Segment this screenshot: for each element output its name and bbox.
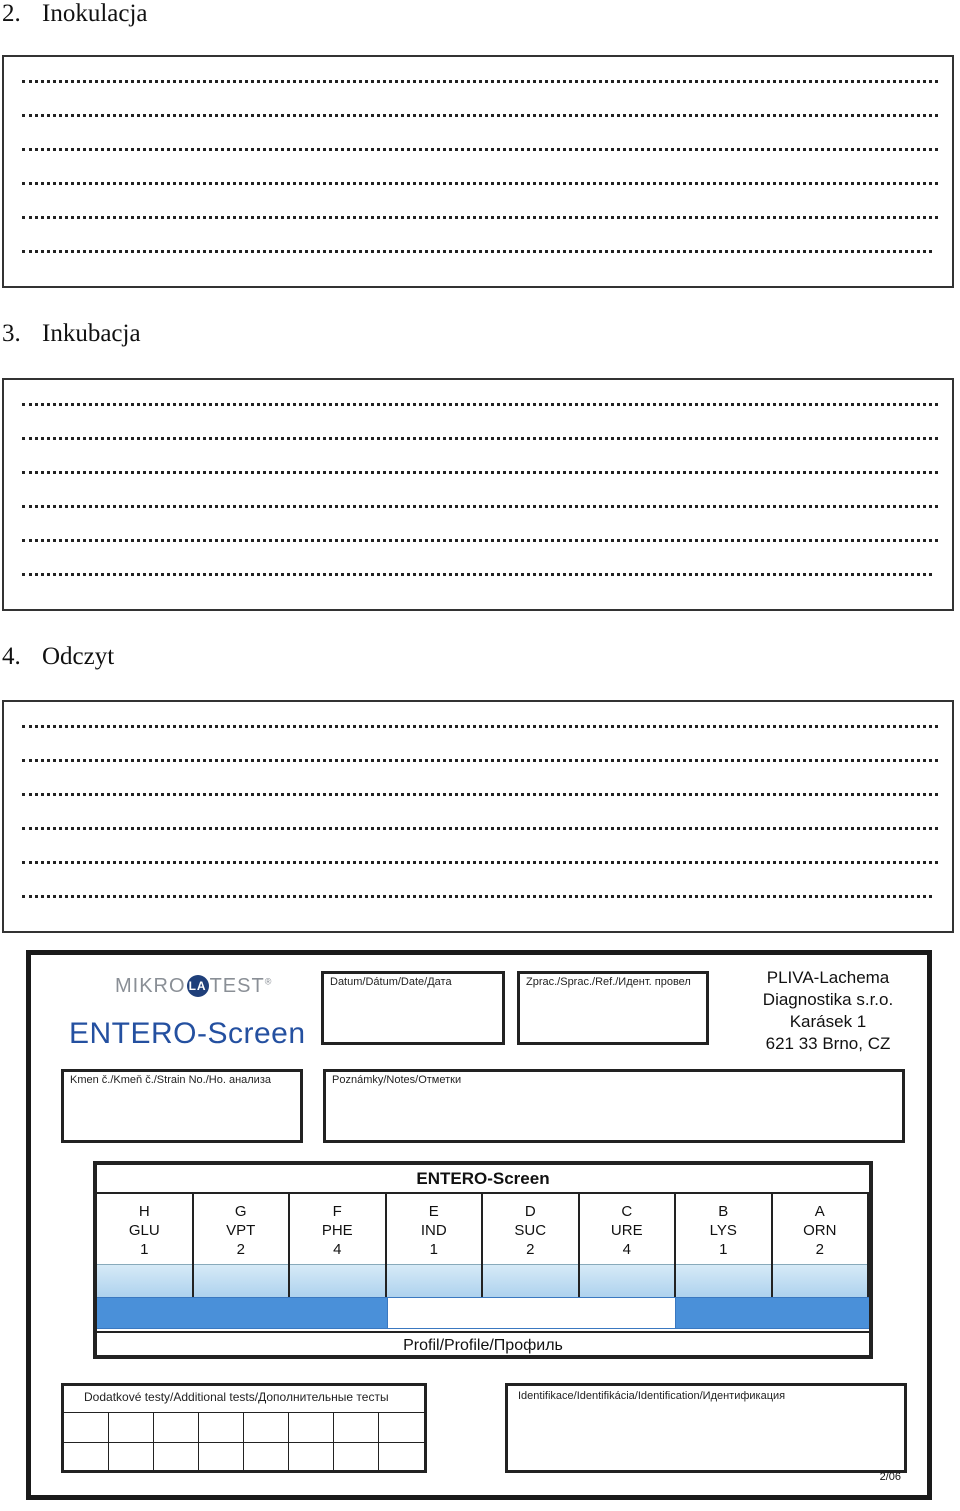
additional-test-cell[interactable] bbox=[154, 1442, 199, 1472]
test-column: G VPT 2 bbox=[194, 1194, 291, 1308]
dotted-line bbox=[22, 861, 938, 864]
entero-screen-card bbox=[26, 950, 932, 1500]
additional-tests-table: Dodatkové testy/Additional tests/Дополнительные тесты bbox=[61, 1383, 427, 1473]
date-field[interactable]: Datum/Dátum/Date/Дата bbox=[321, 971, 505, 1045]
notes-box-inokulacja[interactable] bbox=[2, 55, 954, 288]
additional-test-cell[interactable] bbox=[64, 1442, 109, 1472]
result-cell[interactable] bbox=[773, 1264, 868, 1297]
additional-test-cell[interactable] bbox=[199, 1442, 244, 1472]
form-version: 2/06 bbox=[879, 1471, 901, 1483]
section-title-inokulacja: 2. Inokulacja bbox=[2, 0, 148, 27]
test-column: F PHE 4 bbox=[290, 1194, 387, 1308]
dotted-line bbox=[22, 725, 938, 728]
profile-divider bbox=[97, 1331, 869, 1333]
test-column: B LYS 1 bbox=[676, 1194, 773, 1308]
result-cell[interactable] bbox=[676, 1264, 771, 1297]
section-title-odczyt: 4. Odczyt bbox=[2, 643, 115, 670]
result-cell[interactable] bbox=[580, 1264, 675, 1297]
additional-test-cell[interactable] bbox=[334, 1442, 379, 1472]
dotted-line bbox=[22, 114, 938, 117]
additional-test-cell[interactable] bbox=[109, 1442, 154, 1472]
identification-field[interactable]: Identifikace/Identifikácia/Identification/Идентификация bbox=[505, 1383, 907, 1473]
test-column: D SUC 2 bbox=[483, 1194, 580, 1308]
test-column: C URE 4 bbox=[580, 1194, 677, 1308]
additional-test-cell[interactable] bbox=[199, 1412, 244, 1442]
profile-cell-ba[interactable] bbox=[676, 1297, 869, 1329]
profile-cell-hgf[interactable] bbox=[97, 1297, 387, 1329]
dotted-line bbox=[22, 471, 938, 474]
dotted-line bbox=[22, 182, 938, 185]
additional-test-cell[interactable] bbox=[334, 1412, 379, 1442]
test-column: E IND 1 bbox=[387, 1194, 484, 1308]
grid-title: ENTERO-Screen bbox=[416, 1169, 550, 1188]
dotted-line bbox=[22, 403, 938, 406]
strain-field[interactable]: Kmen č./Kmeň č./Strain No./Ho. анализа bbox=[61, 1069, 303, 1143]
result-cell[interactable] bbox=[483, 1264, 578, 1297]
additional-test-cell[interactable] bbox=[289, 1442, 334, 1472]
ref-field[interactable]: Zprac./Sprac./Ref./Идент. провел bbox=[517, 971, 709, 1045]
dotted-line bbox=[22, 216, 938, 219]
additional-test-cell[interactable] bbox=[379, 1412, 424, 1442]
dotted-line bbox=[22, 759, 938, 762]
test-column: H GLU 1 bbox=[97, 1194, 194, 1308]
dotted-line bbox=[22, 437, 938, 440]
result-cell[interactable] bbox=[97, 1264, 192, 1297]
dotted-line bbox=[22, 793, 938, 796]
dotted-line bbox=[22, 827, 938, 830]
notes-box-inkubacja[interactable] bbox=[2, 378, 954, 611]
dotted-line bbox=[22, 539, 938, 542]
mikrolatest-logo: MIKRO LA TEST® bbox=[115, 975, 273, 997]
test-grid bbox=[93, 1161, 873, 1359]
result-cell[interactable] bbox=[290, 1264, 385, 1297]
additional-test-cell[interactable] bbox=[154, 1412, 199, 1442]
dotted-line bbox=[22, 573, 932, 576]
additional-test-cell[interactable] bbox=[109, 1412, 154, 1442]
dotted-line bbox=[22, 250, 932, 253]
dotted-line bbox=[22, 505, 938, 508]
result-cell[interactable] bbox=[387, 1264, 482, 1297]
section-title-inkubacja: 3. Inkubacja bbox=[2, 320, 141, 347]
product-title: ENTERO-Screen bbox=[69, 1017, 306, 1050]
additional-test-cell[interactable] bbox=[379, 1442, 424, 1472]
company-address: PLIVA-Lachema Diagnostika s.r.o. Karásek 1 621 33 Brno, CZ bbox=[762, 968, 894, 1053]
additional-test-cell[interactable] bbox=[244, 1442, 289, 1472]
dotted-line bbox=[22, 148, 938, 151]
additional-test-cell[interactable] bbox=[244, 1412, 289, 1442]
notes-box-odczyt[interactable] bbox=[2, 700, 954, 933]
profile-cell-edc[interactable] bbox=[387, 1297, 676, 1329]
profile-label: Profil/Profile/Профиль bbox=[403, 1337, 563, 1354]
dotted-line bbox=[22, 80, 938, 83]
test-column: A ORN 2 bbox=[773, 1194, 870, 1308]
result-cell[interactable] bbox=[194, 1264, 289, 1297]
dotted-line bbox=[22, 895, 932, 898]
notes-field[interactable]: Poznámky/Notes/Отметки bbox=[323, 1069, 905, 1143]
additional-test-cell[interactable] bbox=[289, 1412, 334, 1442]
additional-test-cell[interactable] bbox=[64, 1412, 109, 1442]
